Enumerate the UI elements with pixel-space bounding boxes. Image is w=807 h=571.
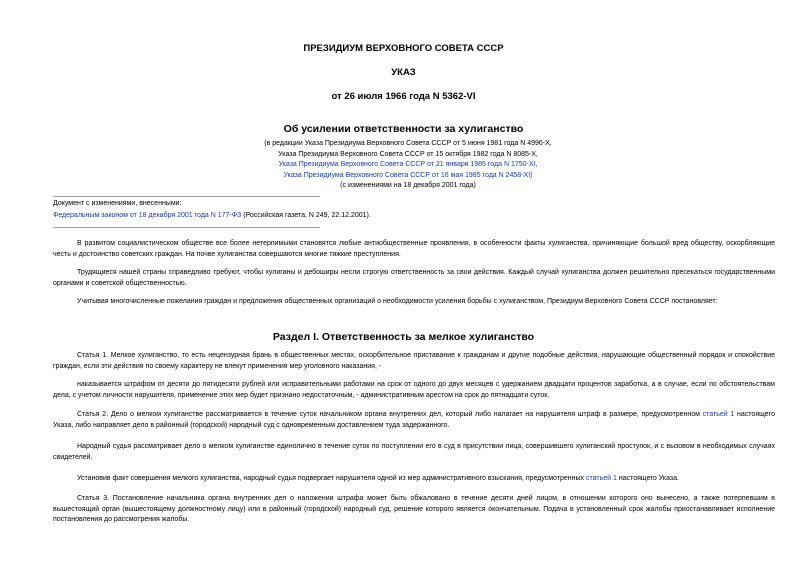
preamble-paragraph-1: В развитом социалистическом обществе все более нетерпимыми становятся любые антиобщественные проявления, в особенности факты хулиганства, причиняющие большой вред обществу, оскорбляющие честь и достоинство советских граждан. На почве хулиганства совершаются многие тяжкие преступления. <box>53 240 775 258</box>
article-1-reference-link[interactable]: статьей 1 <box>702 411 735 418</box>
edition-note-5: (с изменениями на 18 декабря 2001 года) <box>340 182 476 190</box>
amend-box-line <box>53 211 371 222</box>
article-2-judge-paragraph: Народный судья рассматривает дело о мелком хулиганстве единолично в течение суток по поступлении его в суд в присутствии лица, совершившего хулиганский проступок, и с вызовом в необходимых случаях свидетелей. <box>53 443 775 461</box>
edition-note-1: (в редакции Указа Президиума Верховного Совета СССР от 5 июня 1981 года N 4996-X, <box>264 140 552 147</box>
edition-notes <box>258 139 558 192</box>
article-1-reference-link-2[interactable]: статьей 1 <box>586 475 617 482</box>
amend-box-bottom-rule <box>53 227 320 228</box>
document-title: Об усилении ответственности за хулиганство <box>283 123 524 135</box>
preamble-paragraph-3: Учитывая многочисленные пожелания граждан и предложения общественных организаций о необходимости усиления борьбы с хулиганством, Президиум Верховного Совета СССР постановляет: <box>77 298 718 305</box>
federal-law-link[interactable]: Федеральным законом от 18 декабря 2001 года N 177-ФЗ <box>53 212 242 219</box>
preamble-paragraph-2: Трудящиеся нашей страны справедливо требуют, чтобы хулиганы и дебоширы несли строгую ответственность за свои действия. Каждый случай хулиганства должен решительно пресекаться государственными органами и советской общественностью. <box>53 269 775 287</box>
section-1-heading: Раздел I. Ответственность за мелкое хулиганство <box>272 331 535 343</box>
article-3-paragraph: Статья 3. Постановление начальника органа внутренних дел о наложении штрафа может быть обжаловано в течение десяти дней лицом, в отношении которого оно вынесено, а также потерпевшим в вышестоящий орган (вышестоящему должностному лицу) или в районный (городской) народный суд, решение которого является окончательным. Подача в установленный срок жалобы приостанавливает исполнение постановления до рассмотрения жалобы. <box>53 495 775 523</box>
amend-box-source: (Российская газета, N 249, 22.12.2001). <box>241 212 371 219</box>
edition-note-4-link[interactable]: Указа Президиума Верховного Совета СССР от 16 мая 1985 года N 2458-XI) <box>283 171 533 179</box>
article-2-penalty-text-a: Установив факт совершения мелкого хулиганства, народный судья подвергает нарушителя одной из мер административного взыскания, предусмотренных <box>77 475 587 482</box>
article-2-penalty-paragraph <box>77 474 679 485</box>
edition-note-2: Указа Президиума Верховного Совета СССР от 15 октября 1982 года N 8085-X, <box>278 150 538 158</box>
article-2-text-a: Статья 2. Дело о мелком хулиганстве рассматривается в течение суток начальником органа внутренних дел, который либо налагает на нарушителя штраф в размере, предусмотренном <box>77 411 703 418</box>
amend-box-label: Документ с изменениями, внесенными: <box>53 200 182 207</box>
article-1-penalty-paragraph: наказывается штрафом от десяти до пятидесяти рублей или исправительными работами на срок от одного до двух месяцев с удержанием двадцати процентов заработка, а в случае, если по обстоятельствам дела, с учетом личности нарушителя, применение этих мер будет признано недостаточным, - административным арестом на срок до пятнадцати суток. <box>53 381 775 399</box>
article-1-paragraph: Статья 1. Мелкое хулиганство, то есть нецензурная брань в общественных местах, оскорбительное приставание к гражданам и другие подобные действия, нарушающие общественный порядок и спокойствие граждан, если эти действия по своему характеру не влекут применения мер уголовного наказания, - <box>53 352 775 370</box>
date-number-heading: от 26 июля 1966 года N 5362-VI <box>331 91 476 102</box>
edition-note-3-link[interactable]: Указа Президиума Верховного Совета СССР от 21 января 1985 года N 1750-XI, <box>278 161 538 169</box>
doc-type-heading: УКАЗ <box>391 67 416 78</box>
amend-box-top-rule <box>53 196 320 197</box>
article-2-paragraph <box>53 410 775 431</box>
issuer-heading: ПРЕЗИДИУМ ВЕРХОВНОГО СОВЕТА СССР <box>303 43 504 54</box>
article-2-text-b: настоящего Указа, либо направляет дело в районный (городской) народный суд с одновременным доставлением туда задержанного. <box>53 411 775 429</box>
article-2-penalty-text-b: настоящего Указа. <box>616 475 679 482</box>
